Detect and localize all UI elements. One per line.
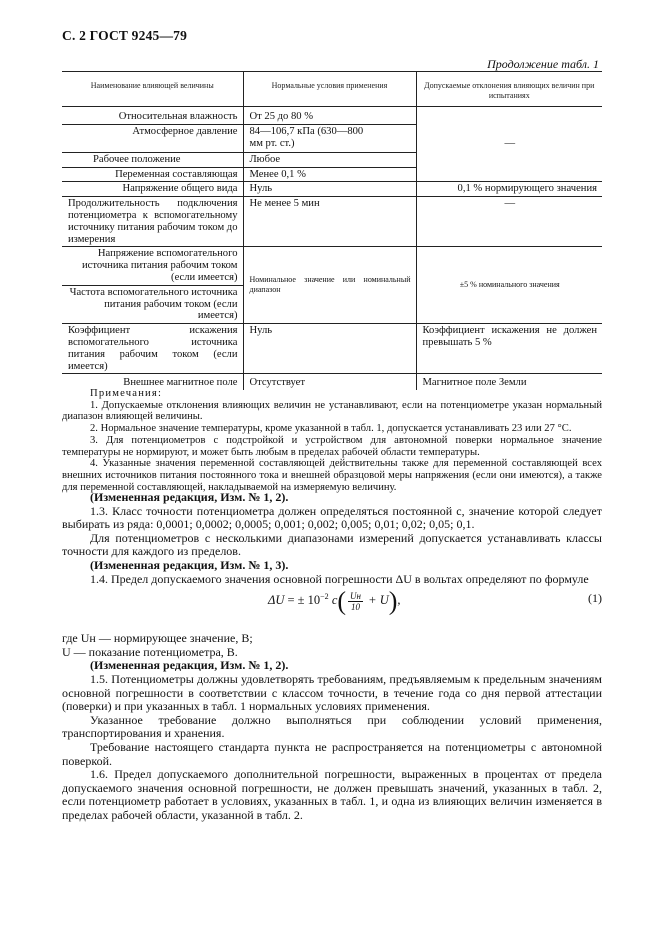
paragraph: 1.5. Потенциометры должны удовлетворять требованиям, предъявляемым к предельным значениям основной погрешности в соответствии с классом точности, в течение года со дня первой аттестации (поверки) и при указанных в табл. 1 нормальных условиях применения. bbox=[62, 671, 602, 714]
row-deviation-dash: — bbox=[416, 107, 602, 182]
row-deviation: Магнитное поле Земли bbox=[416, 374, 602, 390]
paragraph: Указанное требование должно выполняться при соблюдении условий применения, транспортирования и хранения. bbox=[62, 712, 602, 741]
paragraph: 1.4. Предел допускаемого значения основной погрешности ΔU в вольтах определяют по формуле bbox=[90, 571, 589, 586]
main-text bbox=[62, 491, 602, 822]
row-deviation: 0,1 % нормирующего значения bbox=[416, 182, 602, 197]
header-normal: Нормальные условия применения bbox=[243, 72, 416, 107]
table-header-row bbox=[62, 72, 602, 107]
formula-lhs: ΔU bbox=[268, 593, 285, 608]
edition-note: (Измененная редакция, Изм. № 1, 3). bbox=[90, 557, 289, 572]
row-deviation: — bbox=[416, 197, 602, 247]
row-name: Переменная составляющая bbox=[62, 167, 243, 182]
row-normal: Не менее 5 мин bbox=[243, 197, 416, 247]
formula-numerator: Uн bbox=[350, 590, 362, 601]
formula-exponent: −2 bbox=[320, 592, 329, 602]
formula-denominator: 10 bbox=[351, 601, 361, 612]
formula-paren-open: ( bbox=[337, 586, 347, 616]
note-item: 1. Допускаемые отклонения влияющих величин не устанавливают, если на потенциометре указан нормальный диапазон влияющей величины. bbox=[62, 399, 602, 423]
merged-deviation: ±5 % номинального значения bbox=[416, 247, 602, 324]
table-row bbox=[62, 107, 602, 125]
formula-eq: = ± 10 bbox=[287, 593, 321, 608]
row-normal: Менее 0,1 % bbox=[243, 167, 416, 182]
page-header: С. 2 ГОСТ 9245—79 bbox=[62, 28, 188, 43]
note-item: 4. Указанные значения переменной составляющей действительны также для переменной составляющей всех внешних источников питания постоянного тока и внешней образцовой меры напряжения (если они имеются), а также для переменной составляющей, накладываемой на измеряемую величину. bbox=[62, 458, 602, 493]
row-normal: Любое bbox=[243, 152, 416, 167]
row-normal: Нуль bbox=[243, 324, 416, 374]
paragraph: 1.3. Класс точности потенциометра должен определяться постоянной c, значение которой следует выбирать из ряда: 0,0001; 0,0002; 0,0005; 0,001; 0,002; 0,005; 0,01; 0,02; 0,05; 0,1. bbox=[62, 503, 602, 532]
paragraph: 1.6. Предел допускаемого дополнительной погрешности, выраженных в процентах от предела допускаемого значения основной погрешности, не должен превышать значений, указанных в табл. 2, если потенциометр работает в условиях, указанных в табл. 1, и одна из влияющих величин изменяется в пределах рабочей области, указанной в табл. 2. bbox=[62, 767, 602, 822]
table-row bbox=[62, 324, 602, 374]
where-line: U — показание потенциометра, В. bbox=[62, 644, 238, 659]
row-name: Внешнее магнитное поле bbox=[123, 377, 238, 389]
row-name: Частота вспомогательного источника питания рабочим током (если имеется) bbox=[62, 285, 243, 323]
paragraph: Для потенциометров с несколькими диапазонами измерений допускается устанавливать классы точности для каждого из пределов. bbox=[62, 530, 602, 559]
header-name: Наименование влияющей величины bbox=[62, 72, 243, 107]
table-row bbox=[62, 247, 602, 285]
row-normal: 84—106,7 кПа (630—800 мм рт. ст.) bbox=[243, 124, 416, 152]
edition-note: (Измененная редакция, Изм. № 1, 2). bbox=[90, 658, 289, 673]
where-line: где Uн — нормирующее значение, В; bbox=[62, 631, 253, 646]
notes-heading: Примечания: bbox=[90, 388, 163, 399]
row-normal: Отсутствует bbox=[243, 374, 416, 390]
paragraph: Требование настоящего стандарта пункта не распространяется на потенциометры с автономной поверкой. bbox=[62, 739, 602, 768]
row-name: Относительная влажность bbox=[62, 107, 243, 125]
row-name: Напряжение вспомогательного источника питания рабочим током (если имеется) bbox=[62, 247, 243, 285]
merged-normal: Номинальное значение или номинальный диапазон bbox=[243, 247, 416, 324]
influence-table bbox=[62, 71, 602, 390]
row-name: Рабочее положение bbox=[62, 152, 243, 167]
header-deviation: Допускаемые отклонения влияющих величин при испытаниях bbox=[416, 72, 602, 107]
formula-fraction bbox=[348, 591, 363, 612]
note-item: 3. Для потенциометров с подстройкой и устройством для автономной поверки нормальное значение температуры не нормируют, и может быть любым в пределах рабочей области температуры. bbox=[62, 434, 602, 458]
edition-note: (Измененная редакция, Изм. № 1, 2). bbox=[90, 490, 289, 504]
row-name: Коэффициент искажения вспомогательного источника питания рабочим током (если имеется) bbox=[62, 324, 243, 374]
row-name: Атмосферное давление bbox=[62, 124, 243, 152]
formula-number: (1) bbox=[588, 591, 602, 606]
formula-paren-close: ) bbox=[388, 586, 398, 616]
row-name: Продолжительность подключения потенциометра к вспомогательному источнику питания рабочим током до измерения bbox=[68, 198, 238, 245]
row-deviation: Коэффициент искажения не должен превышать 5 % bbox=[416, 324, 602, 374]
note-item: 2. Нормальное значение температуры, кроме указанной в табл. 1, допускается устанавливать 23 или 27 °С. bbox=[90, 423, 572, 435]
formula-expression: ΔU = ± $10^{-2}$ c( $\frac{Uн}{10}$ + U), bbox=[268, 586, 401, 616]
table-row bbox=[62, 197, 602, 247]
row-name: Напряжение общего вида bbox=[62, 182, 243, 197]
table-row bbox=[62, 182, 602, 197]
row-normal: Нуль bbox=[243, 182, 416, 197]
table-caption: Продолжение табл. 1 bbox=[487, 57, 599, 71]
row-normal: От 25 до 80 % bbox=[243, 107, 416, 125]
table-notes bbox=[62, 388, 602, 493]
formula-plus-u: + U bbox=[368, 593, 389, 608]
formula-c: c bbox=[331, 593, 338, 608]
formula-1 bbox=[62, 586, 602, 632]
